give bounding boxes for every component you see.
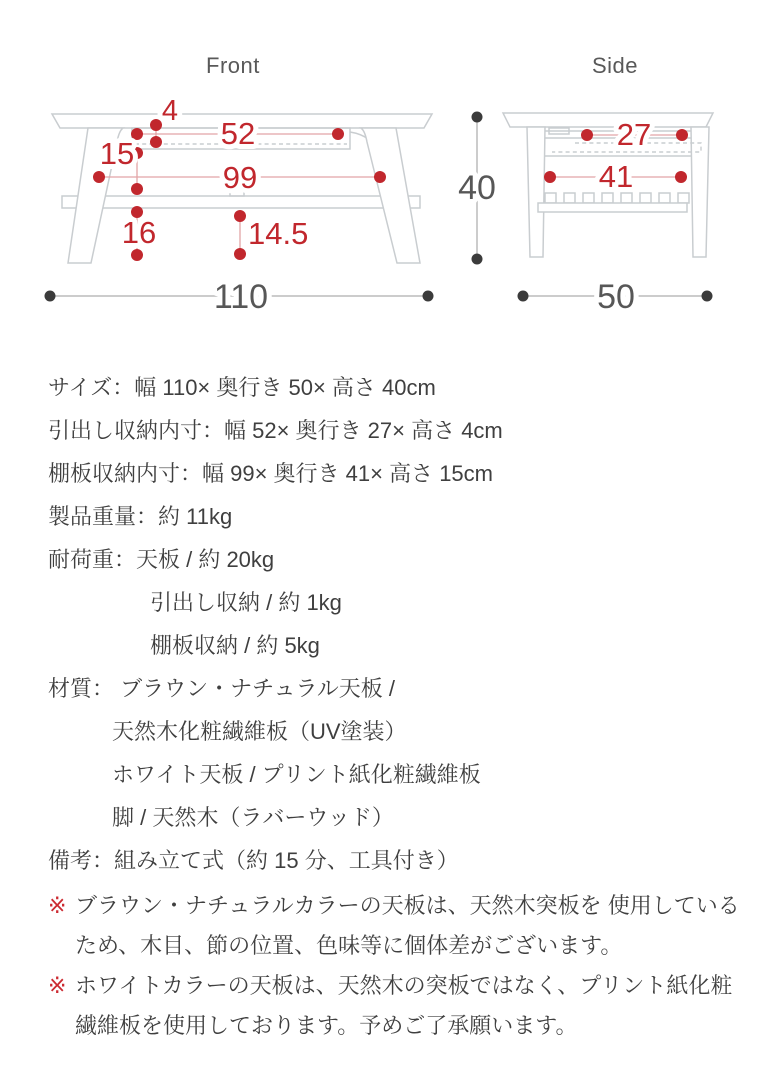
dim-label-shelf-floor: 16 <box>121 215 157 250</box>
spec-drawer-inner-size: 引出し収納内寸：幅 52× 奥行き 27× 高さ 4cm <box>48 418 503 443</box>
dim-dot <box>675 171 687 183</box>
dim-label-overall-depth: 50 <box>597 278 635 316</box>
side-shelf <box>538 203 687 212</box>
side-tabletop <box>503 113 713 127</box>
dim-dot-dark <box>702 291 713 302</box>
dim-dot <box>374 171 386 183</box>
dim-label-overall-height: 40 <box>458 169 496 207</box>
dim-label-drawer-height: 4 <box>161 95 179 127</box>
notes <box>0 886 761 1046</box>
spec-material-legs: 脚 / 天然木（ラバーウッド） <box>112 805 394 830</box>
spec-remarks: 備考：組み立て式（約 15 分、工具付き） <box>48 848 459 873</box>
dim-dot <box>234 248 246 260</box>
dim-dot <box>544 171 556 183</box>
dim-dot <box>150 136 162 148</box>
dim-dot <box>676 129 688 141</box>
front-view-title: Front <box>206 53 260 78</box>
dim-label-overall-width: 110 <box>213 278 269 316</box>
spec-size: サイズ：幅 110× 奥行き 50× 高さ 40cm <box>48 375 436 400</box>
side-shelf-slats <box>545 193 689 203</box>
front-shelf-tab-left <box>62 196 78 208</box>
note-text: ブラウン・ナチュラルカラーの天板は、天然木突板を 使用しているため、木目、節の位置、色味等に個体差がございます。 <box>75 893 740 958</box>
spec-material-white-top: ホワイト天板 / プリント紙化粧繊維板 <box>112 762 481 787</box>
dim-dot <box>234 210 246 222</box>
dim-label-shelf-height: 15 <box>99 136 135 171</box>
spec-list <box>0 330 761 882</box>
spec-load-capacity-top: 耐荷重：天板 / 約 20kg <box>48 547 275 572</box>
dim-dot-dark <box>45 291 56 302</box>
front-shelf <box>100 196 392 208</box>
dim-label-drawer-depth: 27 <box>616 117 652 152</box>
note-white-top <box>48 966 743 1046</box>
dim-dot-dark <box>472 112 483 123</box>
dim-dot-dark <box>518 291 529 302</box>
dim-dot-dark <box>472 254 483 265</box>
furniture-dimension-drawing <box>0 0 761 330</box>
spec-load-capacity-shelf: 棚板収納 / 約 5kg <box>150 633 320 658</box>
spec-load-capacity-drawer: 引出し収納 / 約 1kg <box>150 590 342 615</box>
note-asterisk-icon: ※ <box>48 893 67 918</box>
dim-dot <box>332 128 344 140</box>
dim-dot <box>131 183 143 195</box>
dim-dot <box>93 171 105 183</box>
dim-label-center-floor: 14.5 <box>248 216 309 251</box>
side-right-leg <box>691 127 709 257</box>
dim-label-shelf-width: 99 <box>222 160 258 195</box>
dim-label-shelf-depth: 41 <box>598 159 634 194</box>
dim-dot-dark <box>423 291 434 302</box>
spec-product-weight: 製品重量：約 11kg <box>48 504 233 529</box>
side-view-title: Side <box>592 53 639 78</box>
note-brown-natural <box>48 886 743 966</box>
dim-dot <box>150 119 162 131</box>
dim-dot <box>131 249 143 261</box>
dimension-diagram <box>0 0 761 330</box>
note-text: ホワイトカラーの天板は、天然木の突板ではなく、プリント紙化粧繊維板を使用しております。予めご了承願います。 <box>75 973 733 1038</box>
spec-material: 材質： ブラウン・ナチュラル天板 / <box>48 676 396 701</box>
spec-shelf-inner-size: 棚板収納内寸：幅 99× 奥行き 41× 高さ 15cm <box>48 461 493 486</box>
spec-material-fiberboard: 天然木化粧繊維板（UV塗装） <box>112 719 407 744</box>
dim-label-drawer-width: 52 <box>220 116 256 151</box>
dim-dot <box>581 129 593 141</box>
side-dimensions <box>458 112 712 317</box>
note-asterisk-icon: ※ <box>48 973 67 998</box>
side-left-leg <box>527 127 545 257</box>
